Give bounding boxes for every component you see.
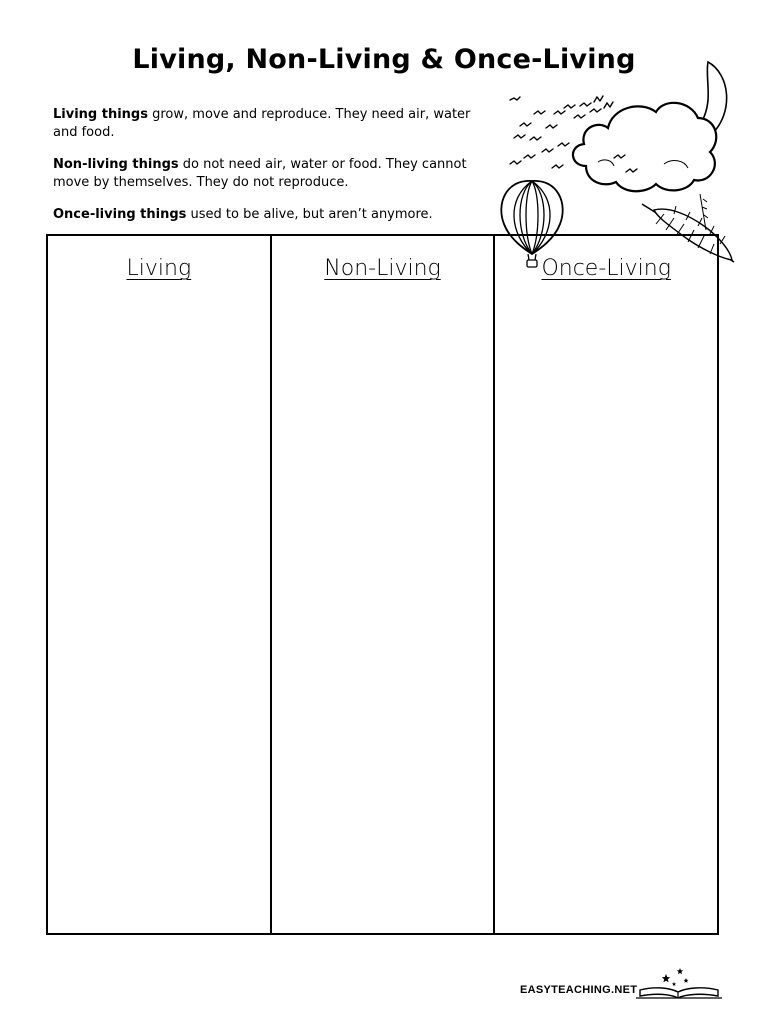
column-header: Living	[126, 256, 192, 281]
definition-term: Once-living things	[53, 207, 187, 222]
column-header: Once-Living	[541, 256, 671, 281]
definition-once-living	[53, 206, 493, 224]
sorting-table	[46, 234, 719, 935]
brand-logo-text: EASYTEACHING.NET	[520, 984, 638, 996]
definition-term: Living things	[53, 107, 148, 122]
column-header: Non-Living	[324, 256, 441, 281]
definition-text: do not need air, water or food. They cannot move by themselves. They do not reproduce.	[53, 157, 467, 190]
column-living[interactable]	[48, 236, 272, 933]
page-title: Living, Non-Living & Once-Living	[132, 44, 636, 75]
definition-text: grow, move and reproduce. They need air, water and food.	[53, 107, 471, 140]
definition-living	[53, 106, 493, 142]
cloud-icon	[573, 103, 716, 191]
column-non-living[interactable]	[272, 236, 496, 933]
definition-non-living	[53, 156, 493, 192]
definition-term: Non-living things	[53, 157, 179, 172]
open-book-icon	[636, 966, 722, 1000]
column-once-living[interactable]	[495, 236, 717, 933]
definition-text: used to be alive, but aren’t anymore.	[186, 207, 433, 222]
footer	[520, 980, 730, 1006]
